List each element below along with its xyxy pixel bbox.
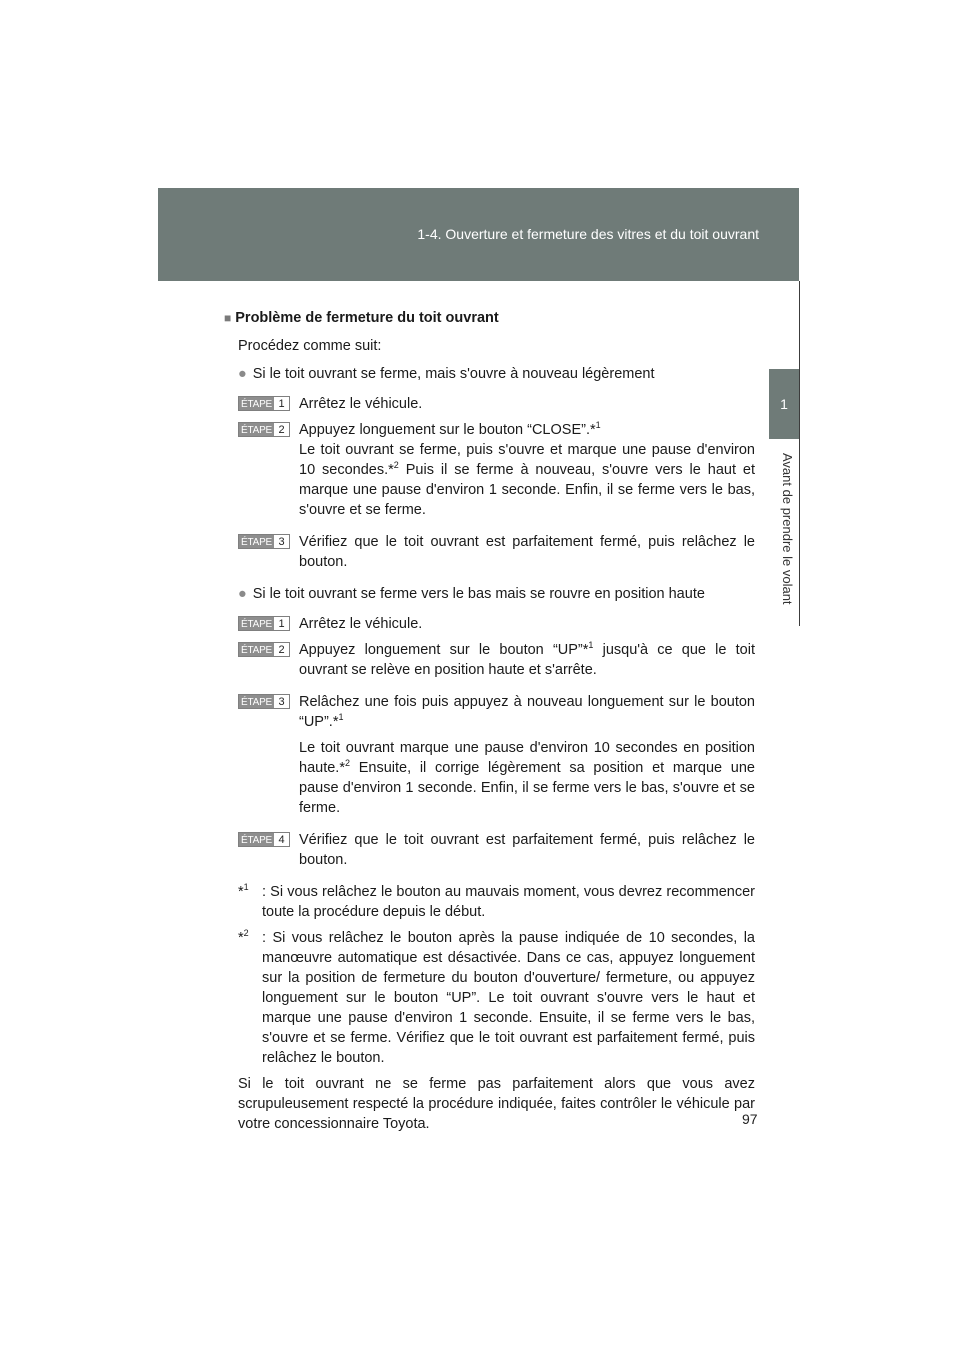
step-text: Ensuite, il corrige légèrement sa position et marque une pause d'environ 1 seconde. Enfin, il se ferme vers le bas, s'ouvre et se ferme. bbox=[299, 760, 755, 816]
step-text: Le toit ouvrant se ferme, puis s'ouvre et marque une pause d'environ 10 secondes.* bbox=[299, 442, 755, 478]
case-1-step-3 bbox=[238, 532, 755, 572]
closing-paragraph: Si le toit ouvrant ne se ferme pas parfaitement alors que vous avez scrupuleusement respecté la procédure indiquée, faites contrôler le véhicule par votre concessionnaire Toyota. bbox=[238, 1076, 755, 1132]
footnote-1 bbox=[238, 882, 755, 922]
circle-bullet-icon: ● bbox=[238, 366, 247, 382]
section-heading bbox=[224, 308, 755, 328]
step-text: Le toit ouvrant marque une pause d'environ 10 secondes en position haute.* bbox=[299, 740, 755, 776]
case-2-step-1 bbox=[238, 614, 755, 634]
case-2-step-3-detail bbox=[238, 738, 755, 818]
step-badge: ÉTAPE 1 bbox=[238, 396, 290, 411]
step-badge: ÉTAPE 2 bbox=[238, 642, 290, 657]
case-1-title bbox=[238, 364, 755, 384]
footnote-marker: *$^2$ bbox=[238, 928, 249, 946]
footnote-marker: *$^1$ bbox=[238, 882, 249, 900]
step-badge: ÉTAPE 4 bbox=[238, 832, 290, 847]
section-title: 1-4. Ouverture et fermeture des vitres et du toit ouvrant bbox=[417, 226, 759, 242]
step-badge: ÉTAPE 3 bbox=[238, 694, 290, 709]
intro-text: Procédez comme suit: bbox=[238, 338, 382, 354]
footnote-ref: 1 bbox=[595, 420, 601, 431]
case-2-step-3 bbox=[238, 692, 755, 732]
section-header-band bbox=[158, 188, 799, 281]
case-1-title-text: Si le toit ouvrant se ferme, mais s'ouvre à nouveau légèrement bbox=[252, 366, 655, 382]
step-text: Vérifiez que le toit ouvrant est parfaitement fermé, puis relâchez le bouton. bbox=[299, 832, 755, 868]
chapter-number: 1 bbox=[780, 396, 788, 412]
step-text: Appuyez longuement sur le bouton “CLOSE”.* bbox=[299, 422, 596, 438]
step-text: Puis il se ferme à nouveau, s'ouvre vers le haut et marque une pause d'environ 1 seconde. Enfin, il se ferme vers le bas, s'ouvre et se ferme. bbox=[299, 462, 755, 518]
square-bullet-icon: ■ bbox=[224, 311, 232, 325]
step-text: Arrêtez le véhicule. bbox=[299, 396, 423, 412]
step-text: Arrêtez le véhicule. bbox=[299, 616, 423, 632]
chapter-label: Avant de prendre le volant bbox=[780, 453, 795, 605]
step-badge: ÉTAPE 3 bbox=[238, 534, 290, 549]
footnote-ref: 2 bbox=[393, 460, 399, 471]
footnote-ref: 2 bbox=[344, 758, 350, 769]
case-1-step-1 bbox=[238, 394, 755, 414]
footnote-ref: 1 bbox=[588, 640, 594, 651]
step-text: jusqu'à ce que le toit ouvrant se relève en position haute et s'arrête. bbox=[299, 642, 755, 678]
step-text: Appuyez longuement sur le bouton “UP”* bbox=[299, 642, 589, 658]
page-content bbox=[224, 308, 755, 1142]
footnote-text: : Si vous relâchez le bouton au mauvais moment, vous devrez recommencer toute la procédure depuis le début. bbox=[262, 884, 755, 920]
chapter-tab bbox=[769, 369, 799, 439]
page-number: 97 bbox=[742, 1111, 758, 1127]
case-2-title-text: Si le toit ouvrant se ferme vers le bas mais se rouvre en position haute bbox=[252, 586, 705, 602]
section-heading-text: Problème de fermeture du toit ouvrant bbox=[235, 310, 499, 326]
case-2-step-2 bbox=[238, 640, 755, 680]
side-divider-line bbox=[799, 281, 800, 626]
step-text: Vérifiez que le toit ouvrant est parfaitement fermé, puis relâchez le bouton. bbox=[299, 534, 755, 570]
step-badge: ÉTAPE 1 bbox=[238, 616, 290, 631]
case-1-step-2 bbox=[238, 420, 755, 520]
step-badge: ÉTAPE 2 bbox=[238, 422, 290, 437]
step-text: Relâchez une fois puis appuyez à nouveau longuement sur le bouton “UP”.* bbox=[299, 694, 755, 730]
case-2-title bbox=[238, 584, 755, 604]
footnote-text: : Si vous relâchez le bouton après la pause indiquée de 10 secondes, la manœuvre automatique est désactivée. Dans ce cas, appuyez longuement sur la position de fermeture du bouton d'ouverture/ fermeture, ou appuyez longuement sur le bouton “UP”. Le toit ouvrant s'ouvre vers le haut et marque une pause d'environ 1 seconde. Ensuite, il se ferme vers le bas, s'ouvre et se ferme. Vérifiez que le toit ouvrant est parfaitement fermé, puis relâchez le bouton. bbox=[262, 930, 755, 1066]
case-2-step-4 bbox=[238, 830, 755, 870]
circle-bullet-icon: ● bbox=[238, 586, 247, 602]
footnote-2 bbox=[238, 928, 755, 1068]
footnote-ref: 1 bbox=[338, 712, 344, 723]
